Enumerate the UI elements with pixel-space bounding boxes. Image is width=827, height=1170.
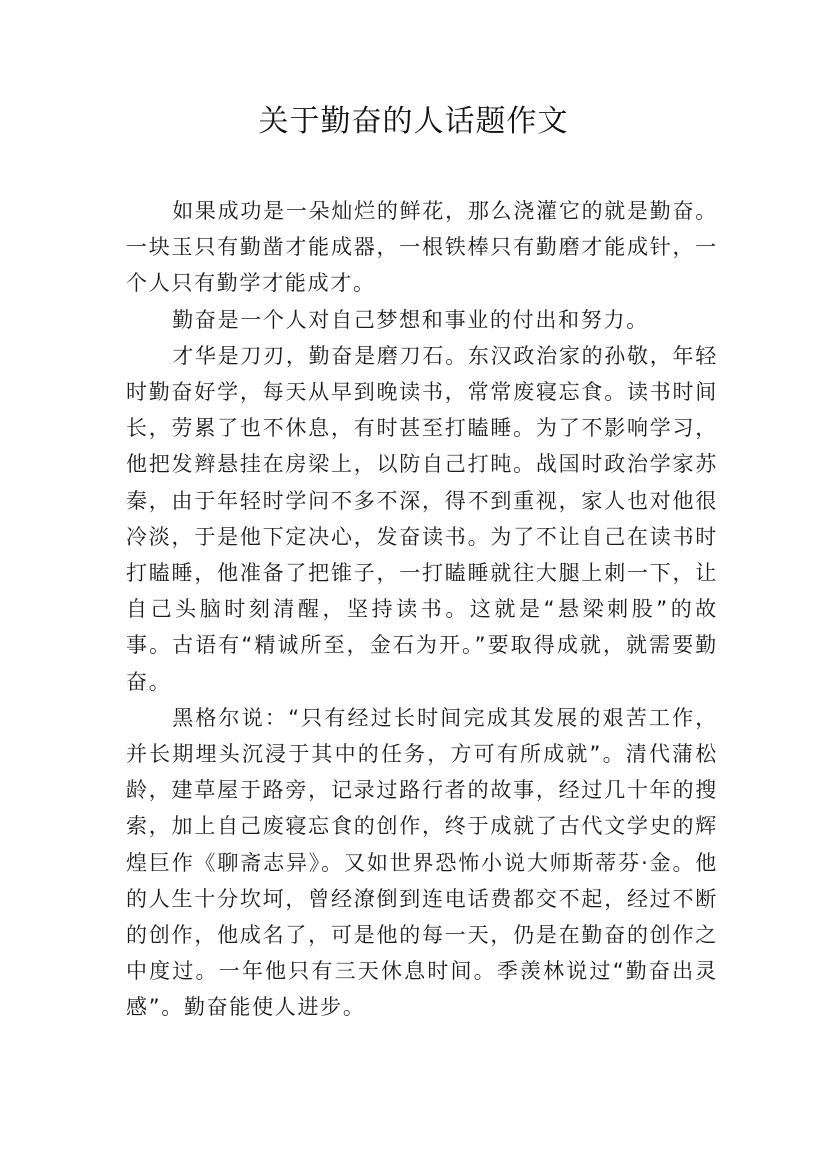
paragraph: 黑格尔说：“只有经过长时间完成其发展的艰苦工作，并长期埋头沉浸于其中的任务，方可有所成就”。清代蒲松龄，建草屋于路旁，记录过路行者的故事，经过几十年的搜索，加上自己废寝忘食的创作，终于成就了古代文学史的辉煌巨作《聊斋志异》。又如世界恐怖小说大师斯蒂芬·金。他的人生十分坎坷，曾经潦倒到连电话费都交不起，经过不断的创作，他成名了，可是他的每一天，仍是在勤奋的创作之中度过。一年他只有三天休息时间。季羡林说过“勤奋出灵感”。勤奋能使人进步。 — [126, 705, 718, 1020]
paragraph: 如果成功是一朵灿烂的鲜花，那么浇灌它的就是勤奋。一块玉只有勤凿才能成器，一根铁棒只有勤磨才能成针，一个人只有勤学才能成才。 — [126, 199, 718, 296]
paragraph: 勤奋是一个人对自己梦想和事业的付出和努力。 — [172, 307, 649, 332]
document-body — [126, 193, 718, 1026]
document-title: 关于勤奋的人话题作文 — [258, 104, 569, 139]
paragraph: 才华是刀刃，勤奋是磨刀石。东汉政治家的孙敬，年轻时勤奋好学，每天从早到晚读书，常常废寝忘食。读书时间长，劳累了也不休息，有时甚至打瞌睡。为了不影响学习，他把发辫悬挂在房梁上，以防自己打盹。战国时政治学家苏秦，由于年轻时学问不多不深，得不到重视，家人也对他很冷淡，于是他下定决心，发奋读书。为了不让自己在读书时打瞌睡，他准备了把锥子，一打瞌睡就往大腿上刺一下，让自己头脑时刻清醒，坚持读书。这就是“悬梁刺股”的故事。古语有“精诚所至，金石为开。”要取得成就，就需要勤奋。 — [126, 343, 718, 694]
